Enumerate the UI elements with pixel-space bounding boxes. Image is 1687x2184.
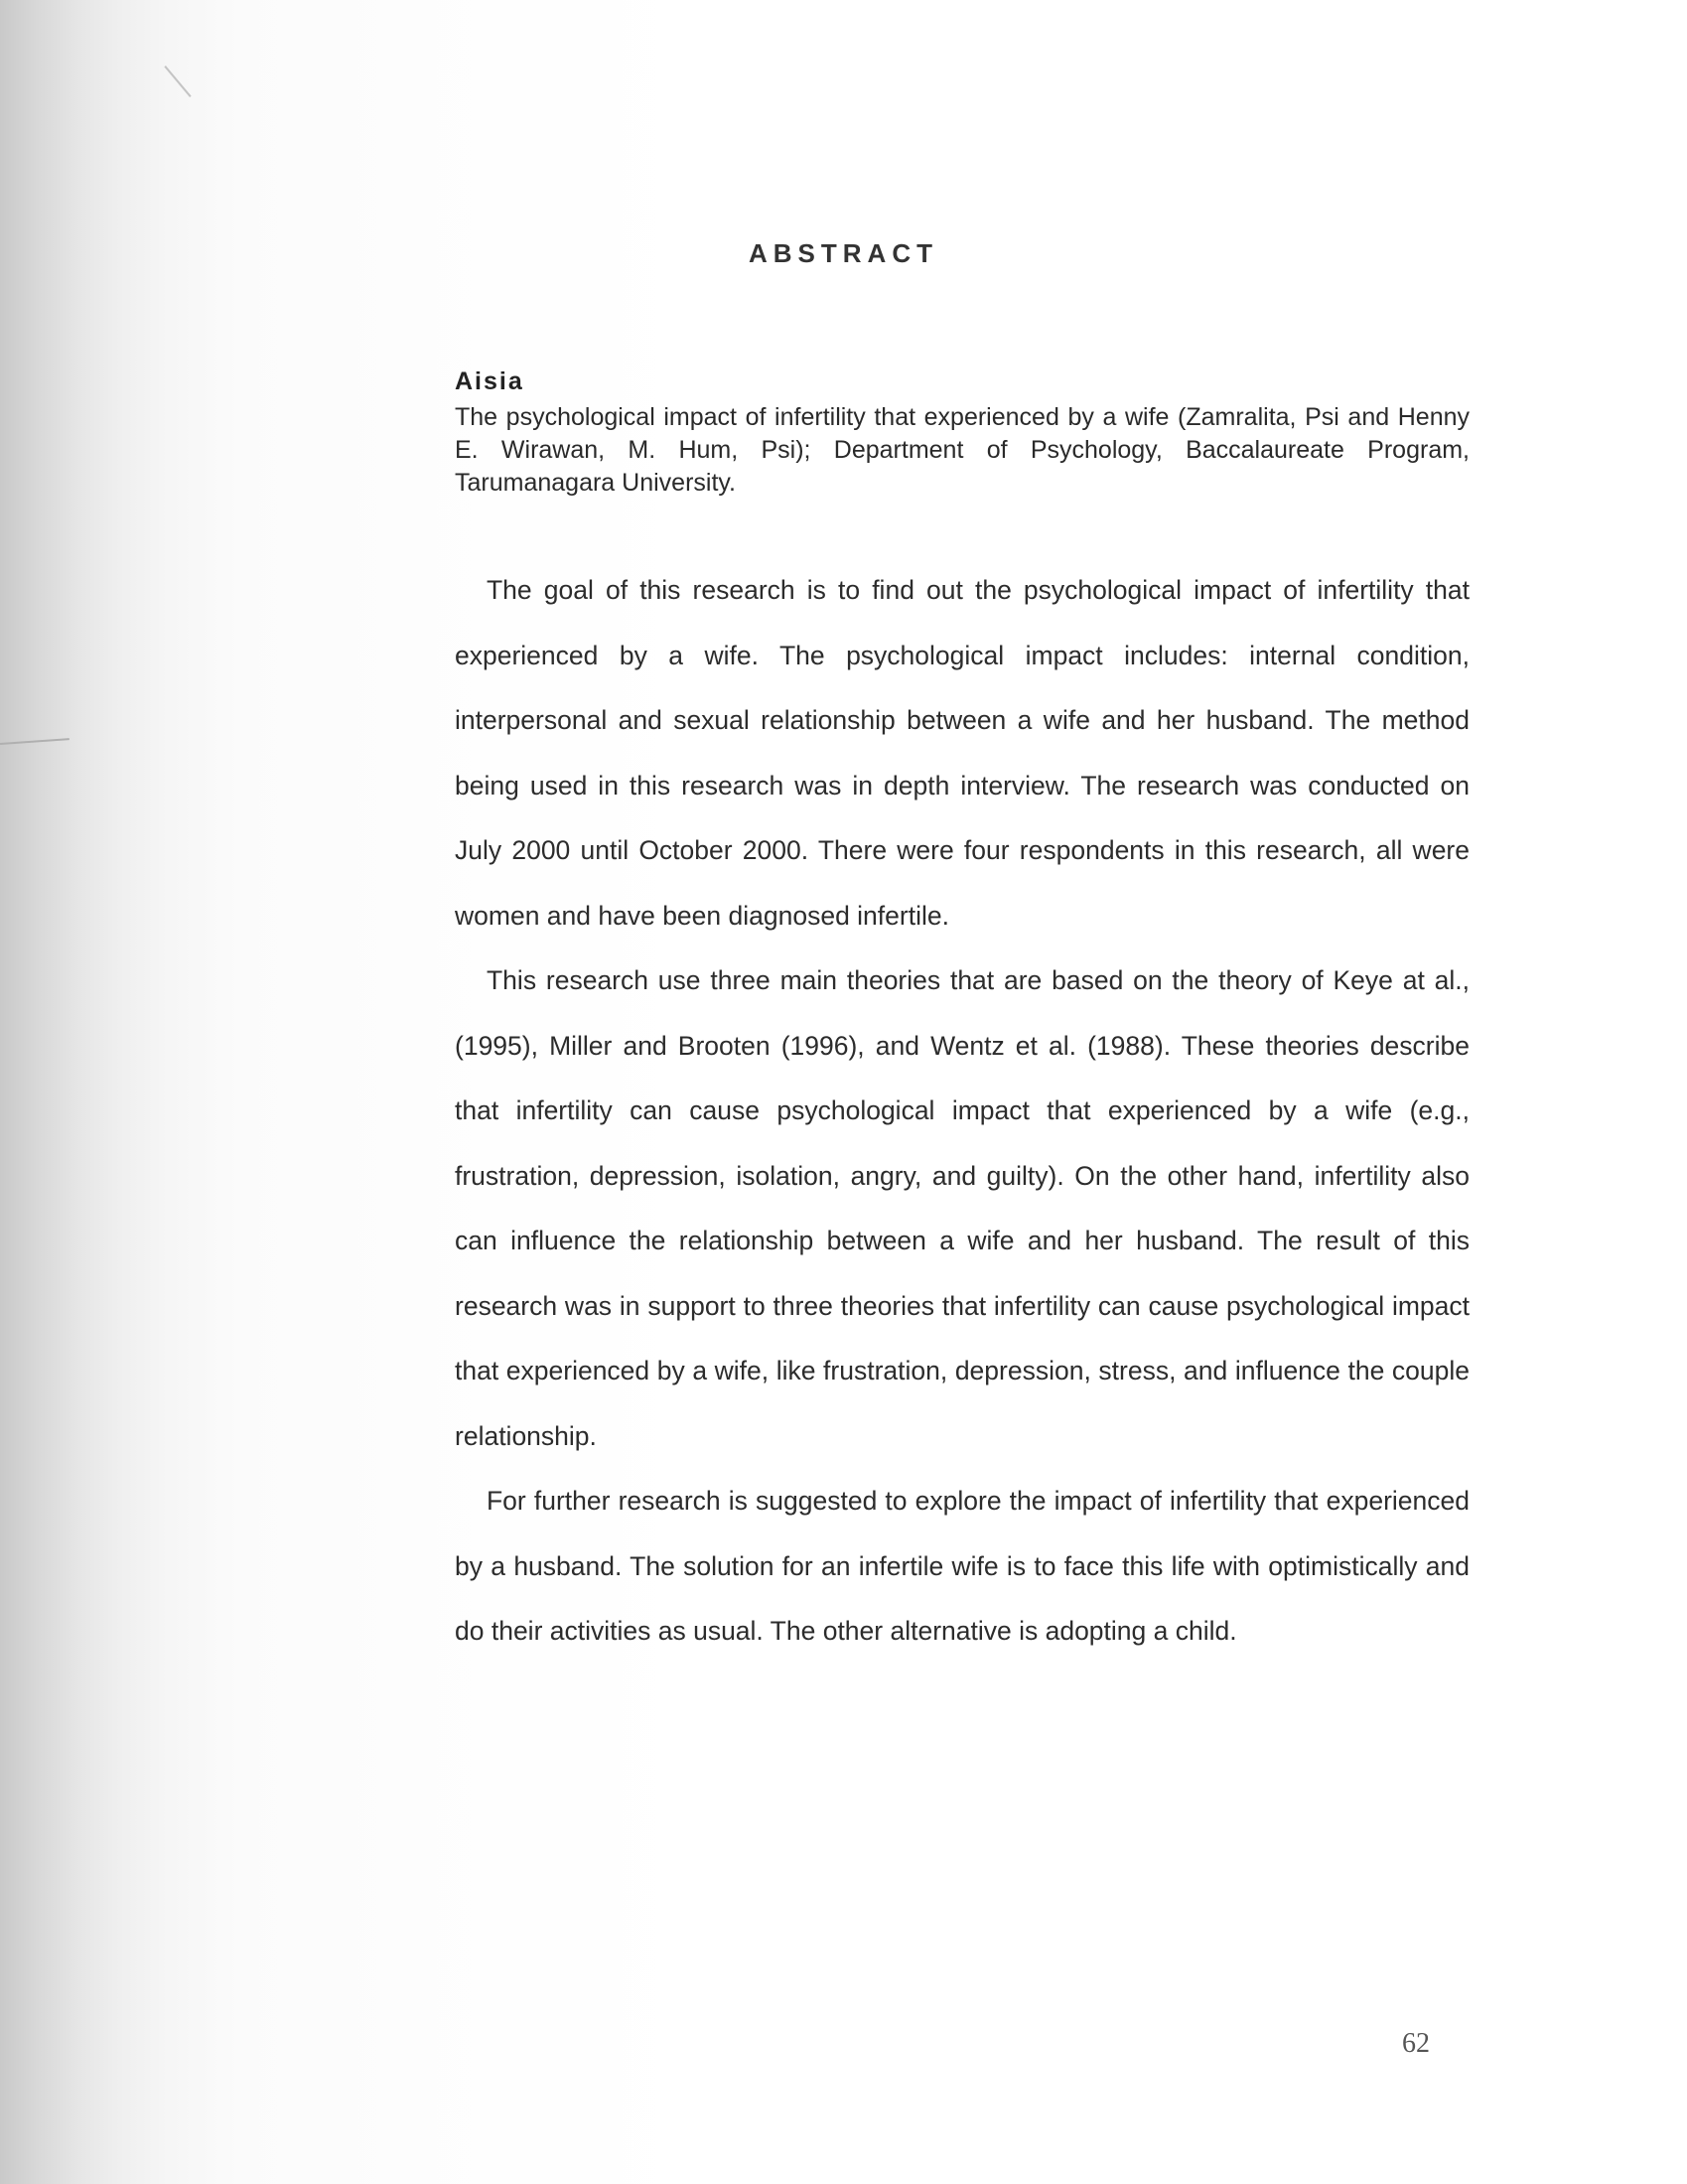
scan-artifact-curve — [164, 66, 191, 97]
paragraph-goal: The goal of this research is to find out the psychological impact of infertility that experienced by a wife. The psychological impact includes: internal condition, interpersonal and sexual relationship between a wife and her husband. The method being used in this research was in depth interview. The research was conducted on July 2000 until October 2000. There were four respondents in this research, all were women and have been diagnosed infertile. — [455, 575, 1470, 931]
author-name: Aisia — [455, 367, 524, 395]
citation-text: The psychological impact of infertility that experienced by a wife (Zamralita, Psi and Henny E. Wirawan, M. Hum, Psi); Department of Psychology, Baccalaureate Program, Tarumanagara University. — [455, 403, 1470, 497]
scan-artifact-line — [0, 738, 70, 745]
page-number: 62 — [1402, 2028, 1430, 2059]
abstract-title: ABSTRACT — [749, 238, 938, 268]
paragraph-theories: This research use three main theories that are based on the theory of Keye at al., (1995), Miller and Brooten (1996), and Wentz et al. (1988). These theories describe that infertility can cause psychological impact that experienced by a wife (e.g., frustration, depression, isolation, angry, and guilty). On the other hand, infertility also can influence the relationship between a wife and her husband. The result of this research was in support to three theories that infertility can cause psychological impact that experienced by a wife, like frustration, depression, stress, and influence the couple relationship. — [455, 965, 1470, 1451]
paragraph-suggestions: For further research is suggested to explore the impact of infertility that experienced by a husband. The solution for an infertile wife is to face this life with optimistically and do their activities as usual. The other alternative is adopting a child. — [455, 1486, 1470, 1646]
abstract-body — [455, 558, 1470, 1665]
